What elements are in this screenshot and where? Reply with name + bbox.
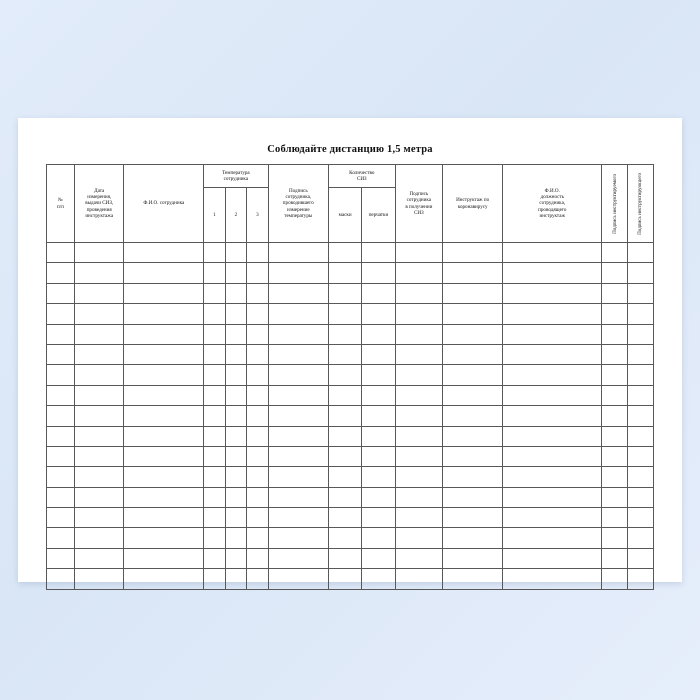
col-header-temperature-group: Температура сотрудника [204,165,269,188]
table-cell[interactable] [503,467,602,487]
table-cell[interactable] [74,283,124,303]
table-cell[interactable] [268,467,328,487]
table-cell[interactable] [628,426,654,446]
table-cell[interactable] [47,446,75,466]
table-cell[interactable] [395,508,442,528]
table-cell[interactable] [628,385,654,405]
table-cell[interactable] [247,344,269,364]
table-cell[interactable] [328,406,361,426]
table-cell[interactable] [204,304,226,324]
table-cell[interactable] [225,528,247,548]
table-cell[interactable] [628,263,654,283]
table-cell[interactable] [395,365,442,385]
table-cell[interactable] [204,508,226,528]
table-cell[interactable] [225,365,247,385]
table-cell[interactable] [124,344,204,364]
table-cell[interactable] [395,569,442,589]
table-cell[interactable] [395,406,442,426]
table-row[interactable] [47,569,654,589]
table-cell[interactable] [602,365,628,385]
table-cell[interactable] [247,528,269,548]
table-cell[interactable] [225,283,247,303]
table-cell[interactable] [443,324,503,344]
table-cell[interactable] [204,283,226,303]
table-cell[interactable] [628,528,654,548]
table-cell[interactable] [443,446,503,466]
table-cell[interactable] [268,508,328,528]
table-cell[interactable] [443,344,503,364]
col-header-fio: Ф.И.О. сотрудника [124,165,204,243]
table-cell[interactable] [362,385,395,405]
table-cell[interactable] [124,569,204,589]
table-cell[interactable] [204,426,226,446]
table-cell[interactable] [247,467,269,487]
table-cell[interactable] [503,569,602,589]
table-cell[interactable] [362,508,395,528]
table-cell[interactable] [443,467,503,487]
table-cell[interactable] [47,406,75,426]
table-cell[interactable] [247,304,269,324]
table-cell[interactable] [628,548,654,568]
table-cell[interactable] [247,324,269,344]
table-cell[interactable] [47,304,75,324]
table-cell[interactable] [628,467,654,487]
table-cell[interactable] [328,243,361,263]
table-cell[interactable] [225,426,247,446]
table-cell[interactable] [74,446,124,466]
table-cell[interactable] [443,528,503,548]
table-cell[interactable] [328,548,361,568]
col-header-signature-temperature: Подпись сотрудника, проводившего измерение температуры [268,165,328,243]
table-cell[interactable] [74,569,124,589]
table-cell[interactable] [124,446,204,466]
table-cell[interactable] [268,426,328,446]
table-cell[interactable] [395,487,442,507]
table-cell[interactable] [204,365,226,385]
table-cell[interactable] [204,344,226,364]
table-body [47,243,654,590]
table-cell[interactable] [503,385,602,405]
table-cell[interactable] [395,548,442,568]
table-cell[interactable] [204,467,226,487]
page-title: Соблюдайте дистанцию 1,5 метра [267,144,433,155]
table-cell[interactable] [328,467,361,487]
table-cell[interactable] [602,446,628,466]
table-cell[interactable] [225,446,247,466]
table-cell[interactable] [268,446,328,466]
table-cell[interactable] [362,406,395,426]
table-row[interactable] [47,324,654,344]
table-cell[interactable] [268,548,328,568]
table-row[interactable] [47,385,654,405]
table-row[interactable] [47,467,654,487]
table-cell[interactable] [362,324,395,344]
table-cell[interactable] [124,426,204,446]
table-cell[interactable] [602,283,628,303]
table-row[interactable] [47,406,654,426]
col-header-siz-masks: маски [328,188,361,243]
table-cell[interactable] [124,385,204,405]
table-cell[interactable] [47,385,75,405]
table-cell[interactable] [268,365,328,385]
table-cell[interactable] [628,446,654,466]
table-row[interactable] [47,263,654,283]
table-cell[interactable] [124,283,204,303]
table-row[interactable] [47,344,654,364]
journal-table-container [46,164,654,590]
table-cell[interactable] [268,406,328,426]
table-cell[interactable] [204,487,226,507]
table-cell[interactable] [74,385,124,405]
col-header-temp-3: 3 [247,188,269,243]
table-cell[interactable] [628,569,654,589]
table-cell[interactable] [362,548,395,568]
col-header-date: Дата измерения, выдачи СИЗ, проведения инструктажа [74,165,124,243]
table-cell[interactable] [47,528,75,548]
table-cell[interactable] [124,528,204,548]
table-cell[interactable] [443,263,503,283]
table-cell[interactable] [503,365,602,385]
table-cell[interactable] [328,446,361,466]
table-cell[interactable] [395,344,442,364]
table-cell[interactable] [503,508,602,528]
table-cell[interactable] [328,487,361,507]
table-cell[interactable] [328,569,361,589]
table-cell[interactable] [443,385,503,405]
table-cell[interactable] [247,426,269,446]
table-row[interactable] [47,283,654,303]
table-cell[interactable] [628,508,654,528]
table-cell[interactable] [124,487,204,507]
table-cell[interactable] [225,385,247,405]
table-cell[interactable] [247,508,269,528]
table-cell[interactable] [124,548,204,568]
table-cell[interactable] [328,385,361,405]
table-cell[interactable] [328,263,361,283]
table-cell[interactable] [74,365,124,385]
table-cell[interactable] [602,528,628,548]
table-cell[interactable] [247,385,269,405]
table-cell[interactable] [395,446,442,466]
table-cell[interactable] [225,324,247,344]
table-row[interactable] [47,548,654,568]
table-cell[interactable] [503,487,602,507]
table-cell[interactable] [328,365,361,385]
table-row[interactable] [47,243,654,263]
table-cell[interactable] [503,446,602,466]
table-cell[interactable] [395,283,442,303]
table-cell[interactable] [602,344,628,364]
table-cell[interactable] [602,426,628,446]
table-cell[interactable] [602,569,628,589]
table-cell[interactable] [124,324,204,344]
table-cell[interactable] [362,467,395,487]
table-cell[interactable] [225,548,247,568]
table-row[interactable] [47,304,654,324]
table-cell[interactable] [395,426,442,446]
table-cell[interactable] [503,344,602,364]
table-cell[interactable] [443,406,503,426]
col-header-temp-1: 1 [204,188,226,243]
table-cell[interactable] [602,508,628,528]
table-cell[interactable] [602,263,628,283]
table-cell[interactable] [47,324,75,344]
table-cell[interactable] [47,467,75,487]
table-cell[interactable] [602,243,628,263]
table-cell[interactable] [204,263,226,283]
table-cell[interactable] [74,344,124,364]
table-cell[interactable] [395,385,442,405]
table-cell[interactable] [204,548,226,568]
table-cell[interactable] [362,528,395,548]
table-cell[interactable] [247,487,269,507]
table-cell[interactable] [362,304,395,324]
table-cell[interactable] [225,569,247,589]
table-cell[interactable] [74,467,124,487]
table-cell[interactable] [47,569,75,589]
table-cell[interactable] [268,385,328,405]
table-cell[interactable] [74,426,124,446]
table-cell[interactable] [204,446,226,466]
table-cell[interactable] [602,467,628,487]
table-cell[interactable] [628,365,654,385]
table-cell[interactable] [443,548,503,568]
table-cell[interactable] [443,365,503,385]
table-cell[interactable] [247,365,269,385]
table-cell[interactable] [74,263,124,283]
table-cell[interactable] [225,508,247,528]
table-cell[interactable] [204,569,226,589]
table-cell[interactable] [362,283,395,303]
table-cell[interactable] [204,385,226,405]
table-cell[interactable] [47,426,75,446]
table-cell[interactable] [362,426,395,446]
table-cell[interactable] [74,406,124,426]
table-cell[interactable] [47,243,75,263]
table-cell[interactable] [395,324,442,344]
table-cell[interactable] [247,263,269,283]
table-cell[interactable] [395,528,442,548]
table-cell[interactable] [74,548,124,568]
table-cell[interactable] [124,263,204,283]
table-cell[interactable] [47,508,75,528]
col-header-fio-instructor: Ф.И.О. должность сотрудника, проводящего инструктаж [503,165,602,243]
table-cell[interactable] [47,548,75,568]
table-cell[interactable] [503,324,602,344]
table-row[interactable] [47,528,654,548]
table-cell[interactable] [628,406,654,426]
col-header-signature-instructor: Подпись инструктирующего [628,165,654,243]
header-row-top [47,165,654,188]
table-cell[interactable] [74,487,124,507]
table-cell[interactable] [328,528,361,548]
table-cell[interactable] [47,263,75,283]
table-cell[interactable] [47,487,75,507]
table-cell[interactable] [395,263,442,283]
col-header-siz-group: Количество СИЗ [328,165,395,188]
table-cell[interactable] [362,569,395,589]
table-cell[interactable] [74,243,124,263]
table-cell[interactable] [328,304,361,324]
table-cell[interactable] [268,487,328,507]
table-cell[interactable] [124,508,204,528]
table-row[interactable] [47,446,654,466]
col-header-temp-2: 2 [225,188,247,243]
col-header-signature-siz: Подпись сотрудника в получении СИЗ [395,165,442,243]
table-cell[interactable] [204,324,226,344]
table-cell[interactable] [443,569,503,589]
table-cell[interactable] [247,446,269,466]
table-cell[interactable] [225,487,247,507]
table-cell[interactable] [503,304,602,324]
table-cell[interactable] [124,365,204,385]
table-cell[interactable] [503,263,602,283]
table-cell[interactable] [328,344,361,364]
table-cell[interactable] [362,365,395,385]
table-cell[interactable] [503,283,602,303]
table-cell[interactable] [204,243,226,263]
document-sheet [18,118,682,582]
table-cell[interactable] [443,304,503,324]
table-cell[interactable] [247,283,269,303]
table-cell[interactable] [268,569,328,589]
table-cell[interactable] [328,426,361,446]
table-cell[interactable] [247,406,269,426]
table-cell[interactable] [362,263,395,283]
table-cell[interactable] [602,487,628,507]
table-cell[interactable] [503,406,602,426]
table-cell[interactable] [328,283,361,303]
table-cell[interactable] [503,528,602,548]
table-cell[interactable] [268,304,328,324]
table-cell[interactable] [124,467,204,487]
table-cell[interactable] [602,406,628,426]
table-cell[interactable] [362,243,395,263]
table-cell[interactable] [328,324,361,344]
table-cell[interactable] [503,548,602,568]
table-cell[interactable] [443,487,503,507]
table-cell[interactable] [503,426,602,446]
table-cell[interactable] [443,426,503,446]
table-cell[interactable] [124,406,204,426]
table-cell[interactable] [503,243,602,263]
table-cell[interactable] [628,487,654,507]
table-cell[interactable] [225,263,247,283]
table-row[interactable] [47,487,654,507]
table-cell[interactable] [443,243,503,263]
table-cell[interactable] [443,508,503,528]
table-cell[interactable] [74,508,124,528]
table-cell[interactable] [225,467,247,487]
table-cell[interactable] [225,344,247,364]
table-cell[interactable] [395,304,442,324]
table-cell[interactable] [268,528,328,548]
table-cell[interactable] [247,569,269,589]
table-cell[interactable] [328,508,361,528]
table-cell[interactable] [74,304,124,324]
table-row[interactable] [47,426,654,446]
table-cell[interactable] [225,304,247,324]
table-cell[interactable] [268,344,328,364]
table-cell[interactable] [225,406,247,426]
table-cell[interactable] [247,243,269,263]
table-cell[interactable] [47,365,75,385]
table-cell[interactable] [225,243,247,263]
table-cell[interactable] [204,528,226,548]
table-cell[interactable] [124,243,204,263]
table-cell[interactable] [362,446,395,466]
table-cell[interactable] [395,467,442,487]
table-row[interactable] [47,508,654,528]
table-cell[interactable] [47,344,75,364]
table-cell[interactable] [204,406,226,426]
table-cell[interactable] [362,344,395,364]
table-row[interactable] [47,365,654,385]
table-cell[interactable] [47,283,75,303]
table-cell[interactable] [628,304,654,324]
table-cell[interactable] [268,243,328,263]
table-cell[interactable] [602,385,628,405]
table-cell[interactable] [395,243,442,263]
table-cell[interactable] [443,283,503,303]
table-cell[interactable] [602,304,628,324]
table-cell[interactable] [628,344,654,364]
table-cell[interactable] [628,283,654,303]
table-cell[interactable] [602,324,628,344]
journal-table [46,164,654,590]
table-cell[interactable] [124,304,204,324]
table-cell[interactable] [268,263,328,283]
table-cell[interactable] [268,324,328,344]
col-header-siz-gloves: перчатки [362,188,395,243]
col-header-num: № п/п [47,165,75,243]
table-cell[interactable] [74,324,124,344]
table-cell[interactable] [602,548,628,568]
table-cell[interactable] [74,528,124,548]
table-cell[interactable] [247,548,269,568]
table-cell[interactable] [628,324,654,344]
col-header-instruction-covid: Инструктаж по коронавирусу [443,165,503,243]
table-cell[interactable] [628,243,654,263]
table-header [47,165,654,243]
table-cell[interactable] [362,487,395,507]
col-header-signature-instructed: Подпись инструктируемого [602,165,628,243]
table-cell[interactable] [268,283,328,303]
